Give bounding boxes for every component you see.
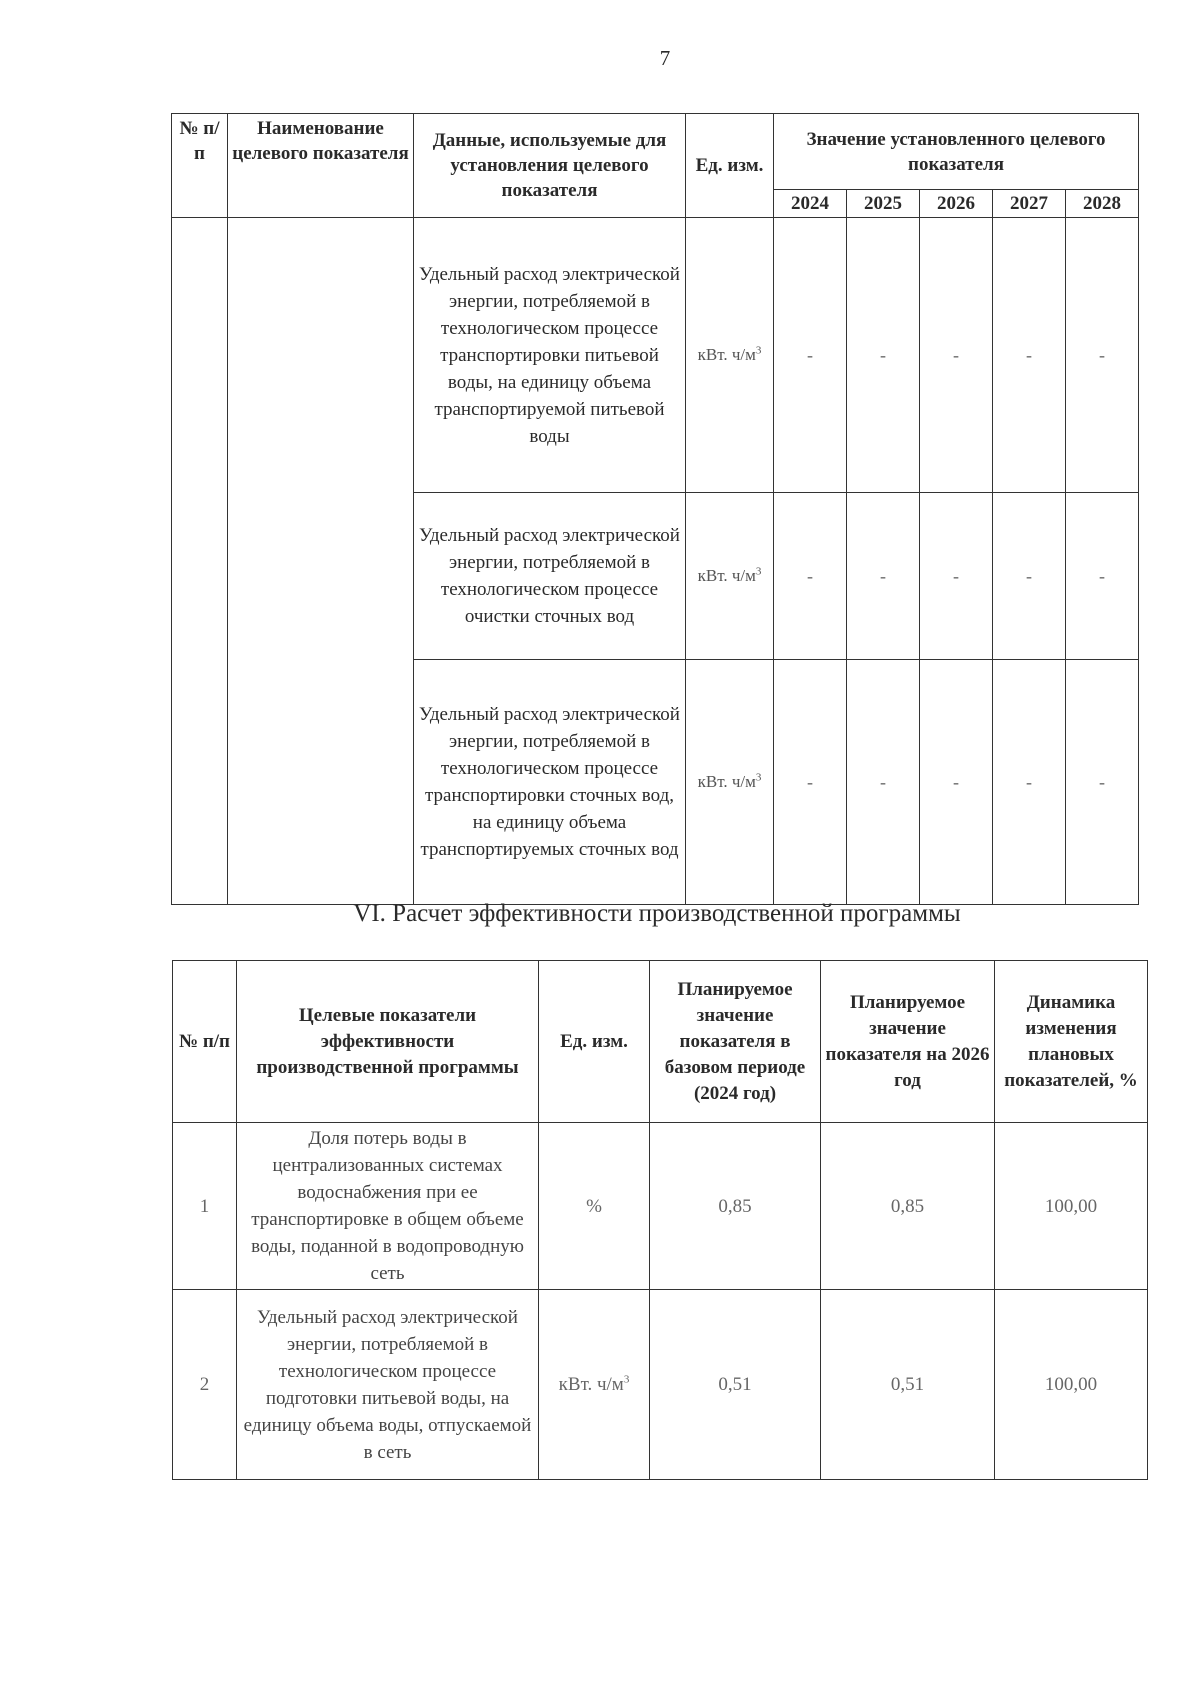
indicator-cell: Доля потерь воды в централизованных системах водоснабжения при ее транспортировке в общем объеме воды, поданной в водопроводную сеть [237, 1123, 539, 1290]
header-data: Данные, используемые для установления целевого показателя [414, 114, 686, 218]
value-cell: - [847, 493, 920, 660]
num-cell: 1 [173, 1123, 237, 1290]
header-unit: Ед. изм. [539, 961, 650, 1123]
plan-cell: 0,51 [821, 1290, 995, 1480]
value-cell: - [847, 660, 920, 905]
value-cell: - [847, 218, 920, 493]
value-cell: - [993, 493, 1066, 660]
section-title: VI. Расчет эффективности производственной программы [353, 900, 961, 927]
header-num: № п/п [172, 114, 228, 218]
data-cell: Удельный расход электрической энергии, потребляемой в технологическом процессе транспортировки сточных вод, на единицу объема транспортируемых сточных вод [414, 660, 686, 905]
value-cell: - [920, 660, 993, 905]
num-cell [172, 218, 228, 905]
indicator-cell: Удельный расход электрической энергии, потребляемой в технологическом процессе подготовки питьевой воды, на единицу объема воды, отпускаемой в сеть [237, 1290, 539, 1480]
plan-cell: 0,85 [821, 1123, 995, 1290]
header-name: Наименование целевого показателя [228, 114, 414, 218]
unit-cell: кВт. $ч/м^3$ [686, 218, 774, 493]
header-dynamics: Динамика изменения плановых показателей, % [995, 961, 1148, 1123]
base-cell: 0,85 [650, 1123, 821, 1290]
year-header: 2026 [920, 190, 993, 218]
value-cell: - [774, 660, 847, 905]
efficiency-table [172, 960, 1148, 1480]
header-num: № п/п [173, 961, 237, 1123]
data-cell: Удельный расход электрической энергии, потребляемой в технологическом процессе очистки сточных вод [414, 493, 686, 660]
dynamics-cell: 100,00 [995, 1123, 1148, 1290]
year-header: 2025 [847, 190, 920, 218]
name-cell [228, 218, 414, 905]
unit-cell: кВт. $ч/м^3$ [686, 660, 774, 905]
data-cell: Удельный расход электрической энергии, потребляемой в технологическом процессе транспортировки питьевой воды, на единицу объема транспортируемой питьевой воды [414, 218, 686, 493]
value-cell: - [1066, 218, 1139, 493]
value-cell: - [993, 218, 1066, 493]
value-cell: - [920, 493, 993, 660]
dynamics-cell: 100,00 [995, 1290, 1148, 1480]
value-cell: - [774, 493, 847, 660]
year-header: 2028 [1066, 190, 1139, 218]
unit-cell: % [539, 1123, 650, 1290]
base-cell: 0,51 [650, 1290, 821, 1480]
value-cell: - [1066, 660, 1139, 905]
year-header: 2024 [774, 190, 847, 218]
table-row [173, 1290, 1148, 1480]
table-row [172, 218, 1139, 493]
page-number: 7 [659, 46, 671, 70]
value-cell: - [774, 218, 847, 493]
table-row [173, 1123, 1148, 1290]
header-unit: Ед. изм. [686, 114, 774, 218]
target-indicators-table [171, 113, 1139, 905]
header-plan: Планируемое значение показателя на 2026 год [821, 961, 995, 1123]
value-cell: - [1066, 493, 1139, 660]
value-cell: - [920, 218, 993, 493]
unit-cell: кВт. $ч/м^3$ [686, 493, 774, 660]
num-cell: 2 [173, 1290, 237, 1480]
header-indicator: Целевые показатели эффективности производственной программы [237, 961, 539, 1123]
value-cell: - [993, 660, 1066, 905]
header-value: Значение установленного целевого показателя [774, 114, 1139, 190]
unit-cell: кВт. $ч/м^3$ [539, 1290, 650, 1480]
header-base: Планируемое значение показателя в базовом периоде (2024 год) [650, 961, 821, 1123]
year-header: 2027 [993, 190, 1066, 218]
